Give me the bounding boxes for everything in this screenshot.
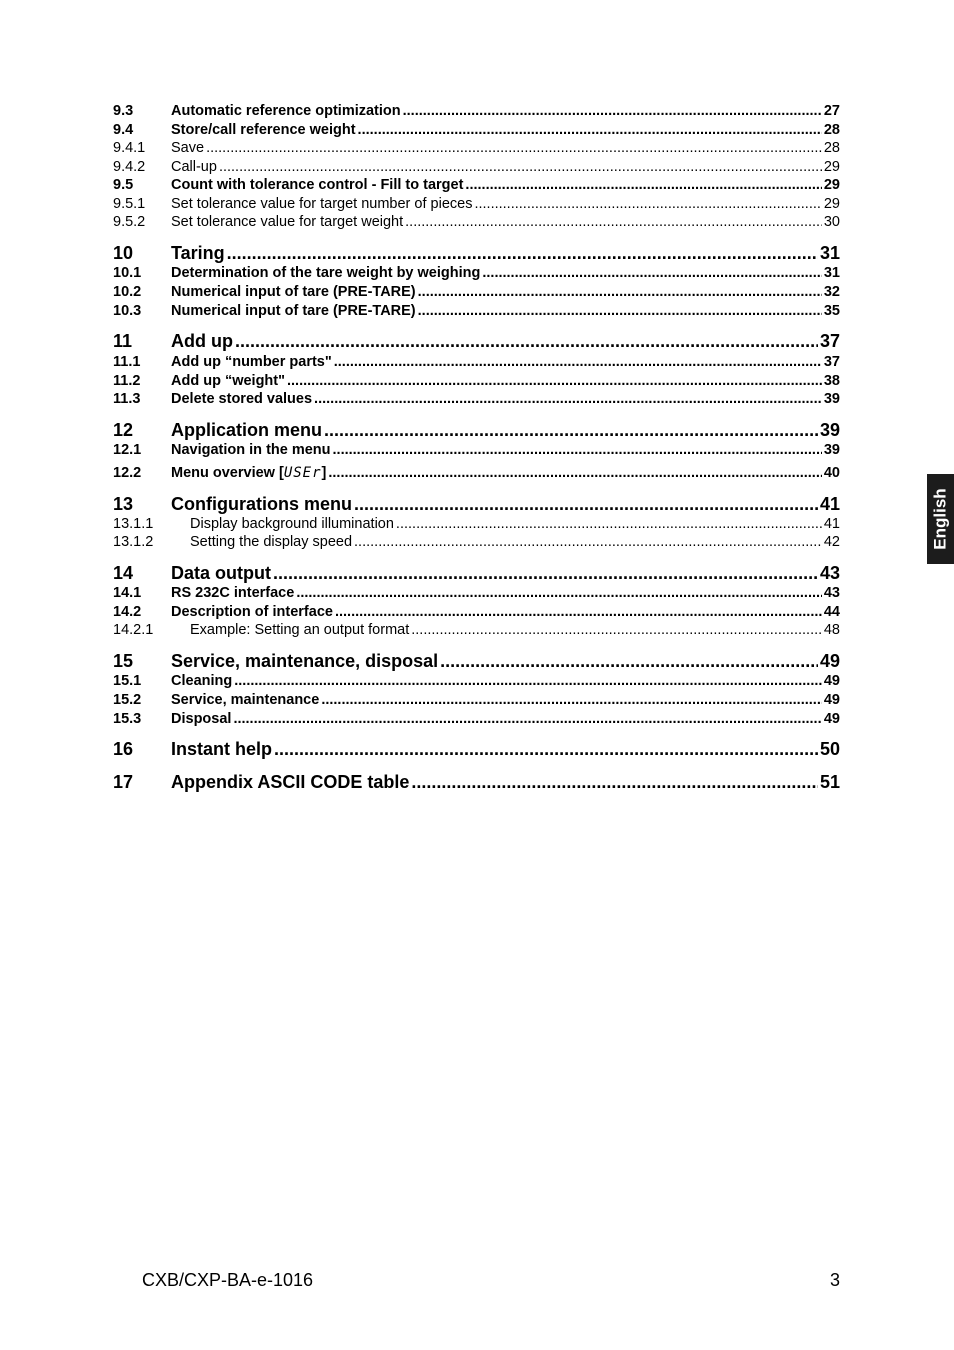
toc-number: 15.2 bbox=[113, 692, 142, 708]
toc-title: Automatic reference optimization bbox=[171, 103, 401, 119]
toc-title: Cleaning bbox=[171, 673, 233, 689]
dot-leader bbox=[482, 264, 822, 282]
toc-title: Determination of the tare weight by weighing bbox=[171, 265, 481, 281]
toc-number: 9.5 bbox=[113, 177, 134, 193]
toc-title: Service, maintenance bbox=[171, 692, 320, 708]
toc-title: Data output bbox=[171, 563, 271, 583]
toc-entry bbox=[171, 353, 840, 371]
toc-page: 29 bbox=[823, 196, 840, 212]
toc-title: Taring bbox=[171, 243, 225, 263]
toc-number: 9.3 bbox=[113, 103, 134, 119]
toc-entry bbox=[171, 264, 840, 282]
toc-number: 13 bbox=[113, 494, 134, 514]
dot-leader bbox=[418, 302, 822, 320]
toc-number: 16 bbox=[113, 739, 134, 759]
toc-number: 15 bbox=[113, 651, 134, 671]
dot-leader bbox=[440, 651, 818, 671]
toc-entry bbox=[171, 243, 840, 263]
toc-entry bbox=[171, 494, 840, 514]
toc-page: 49 bbox=[819, 651, 840, 671]
language-tab-label: English bbox=[930, 488, 950, 550]
toc-page: 39 bbox=[823, 442, 840, 458]
toc-title: RS 232C interface bbox=[171, 585, 295, 601]
toc-page: 37 bbox=[823, 354, 840, 370]
toc-title: Description of interface bbox=[171, 604, 333, 620]
toc-number: 17 bbox=[113, 772, 134, 792]
toc-entry bbox=[171, 691, 840, 709]
dot-leader bbox=[296, 584, 822, 602]
toc-row-12-1[interactable] bbox=[0, 441, 954, 459]
toc-page: 37 bbox=[819, 331, 840, 351]
toc-title: Set tolerance value for target weight bbox=[171, 214, 404, 230]
toc-page: 42 bbox=[823, 534, 840, 550]
toc-row-12-2[interactable] bbox=[0, 464, 954, 482]
dot-leader bbox=[234, 672, 822, 690]
toc-page: 49 bbox=[823, 711, 840, 727]
toc-entry bbox=[171, 603, 840, 621]
toc-number: 9.4.2 bbox=[113, 159, 146, 175]
toc-title: Numerical input of tare (PRE-TARE) bbox=[171, 284, 416, 300]
toc-number: 10.3 bbox=[113, 303, 142, 319]
dot-leader bbox=[418, 283, 822, 301]
toc-number: 9.5.2 bbox=[113, 214, 146, 230]
toc-entry bbox=[171, 563, 840, 583]
toc-entry bbox=[171, 331, 840, 351]
toc-title: Appendix ASCII CODE table bbox=[171, 772, 410, 792]
toc-number: 9.4 bbox=[113, 122, 134, 138]
toc-page: 28 bbox=[823, 122, 840, 138]
dot-leader bbox=[403, 102, 822, 120]
dot-leader bbox=[206, 139, 822, 157]
toc-entry bbox=[171, 139, 840, 157]
dot-leader bbox=[474, 195, 821, 213]
toc-row-9-5[interactable] bbox=[0, 176, 954, 194]
toc-page: 29 bbox=[823, 159, 840, 175]
dot-leader bbox=[235, 331, 818, 351]
toc-number: 12 bbox=[113, 420, 134, 440]
toc-page: 38 bbox=[823, 373, 840, 389]
footer-document-code: CXB/CXP-BA-e-1016 bbox=[142, 1270, 314, 1290]
dot-leader bbox=[411, 621, 822, 639]
dot-leader bbox=[396, 515, 822, 533]
toc-page: 29 bbox=[823, 177, 840, 193]
toc-title: Configurations menu bbox=[171, 494, 352, 514]
toc-entry bbox=[171, 302, 840, 320]
toc-page: 30 bbox=[823, 214, 840, 230]
toc-title: Application menu bbox=[171, 420, 323, 440]
toc-page: 35 bbox=[823, 303, 840, 319]
dot-leader bbox=[405, 213, 822, 231]
dot-leader bbox=[274, 739, 818, 759]
toc-number: 13.1.2 bbox=[113, 534, 154, 550]
toc-entry bbox=[171, 651, 840, 671]
toc-title: Delete stored values bbox=[171, 391, 313, 407]
toc-page: 44 bbox=[823, 604, 840, 620]
toc-row-9-4-1[interactable] bbox=[0, 139, 954, 157]
toc-number: 12.1 bbox=[113, 442, 142, 458]
toc-entry bbox=[190, 621, 840, 639]
toc-row-15-3[interactable] bbox=[0, 710, 954, 728]
toc-entry bbox=[171, 464, 840, 482]
toc-number: 9.4.1 bbox=[113, 140, 146, 156]
toc-row-16[interactable] bbox=[0, 739, 954, 759]
toc-entry bbox=[171, 420, 840, 440]
toc-row-11-2[interactable] bbox=[0, 372, 954, 390]
dot-leader bbox=[219, 158, 822, 176]
toc-page: 39 bbox=[819, 420, 840, 440]
toc-entry bbox=[190, 515, 840, 533]
lcd-menu-code: USEr bbox=[283, 465, 322, 481]
toc-page: 50 bbox=[819, 739, 840, 759]
toc-title: Save bbox=[171, 140, 205, 156]
toc-entry bbox=[171, 176, 840, 194]
toc-page: 43 bbox=[819, 563, 840, 583]
toc-row-14-2[interactable] bbox=[0, 603, 954, 621]
dot-leader bbox=[324, 420, 818, 440]
toc-title: Count with tolerance control - Fill to target bbox=[171, 177, 464, 193]
dot-leader bbox=[287, 372, 822, 390]
toc-entry bbox=[171, 195, 840, 213]
toc-row-14-1[interactable] bbox=[0, 584, 954, 602]
toc-number: 10 bbox=[113, 243, 134, 263]
toc-number: 11.2 bbox=[113, 373, 141, 389]
toc-number: 11.3 bbox=[113, 391, 141, 407]
toc-number: 10.1 bbox=[113, 265, 142, 281]
toc-number: 11.1 bbox=[113, 354, 141, 370]
toc-number: 12.2 bbox=[113, 465, 142, 481]
toc-row-9-5-1[interactable] bbox=[0, 195, 954, 213]
toc-entry bbox=[171, 441, 840, 459]
toc-row-9-4-2[interactable] bbox=[0, 158, 954, 176]
toc-number: 15.1 bbox=[113, 673, 142, 689]
toc-row-14[interactable] bbox=[0, 563, 954, 583]
toc-page: 31 bbox=[819, 243, 840, 263]
toc-entry bbox=[171, 739, 840, 759]
toc-entry bbox=[171, 672, 840, 690]
toc-entry bbox=[171, 372, 840, 390]
dot-leader bbox=[335, 603, 822, 621]
toc-title: Setting the display speed bbox=[190, 534, 353, 550]
toc-title: Display background illumination bbox=[190, 516, 394, 532]
toc-page: 40 bbox=[823, 465, 840, 481]
footer-page-number: 3 bbox=[829, 1270, 840, 1290]
toc-row-14-2-1[interactable] bbox=[0, 621, 954, 639]
toc-row-15[interactable] bbox=[0, 651, 954, 671]
toc-title: Service, maintenance, disposal bbox=[171, 651, 439, 671]
toc-entry bbox=[171, 102, 840, 120]
toc-entry bbox=[171, 283, 840, 301]
toc-row-13-1-2[interactable] bbox=[0, 533, 954, 551]
toc-row-17[interactable] bbox=[0, 772, 954, 792]
dot-leader bbox=[334, 353, 822, 371]
toc-title-bracket: ] bbox=[321, 465, 327, 481]
toc-title: Disposal bbox=[171, 711, 232, 727]
dot-leader bbox=[358, 121, 822, 139]
toc-row-9-3[interactable] bbox=[0, 102, 954, 120]
toc-title bbox=[171, 464, 326, 482]
toc-page: 43 bbox=[823, 585, 840, 601]
dot-leader bbox=[314, 390, 822, 408]
toc-title: Navigation in the menu bbox=[171, 442, 331, 458]
toc-title: Numerical input of tare (PRE-TARE) bbox=[171, 303, 416, 319]
toc-entry bbox=[171, 584, 840, 602]
toc-row-10-3[interactable] bbox=[0, 302, 954, 320]
toc-page: 41 bbox=[819, 494, 840, 514]
toc-row-15-1[interactable] bbox=[0, 672, 954, 690]
toc-title: Instant help bbox=[171, 739, 273, 759]
toc-title: Store/call reference weight bbox=[171, 122, 356, 138]
toc-row-10-1[interactable] bbox=[0, 264, 954, 282]
toc-entry bbox=[171, 772, 840, 792]
dot-leader bbox=[354, 494, 818, 514]
toc-page: 28 bbox=[823, 140, 840, 156]
dot-leader bbox=[321, 691, 822, 709]
toc-title: Add up “number parts" bbox=[171, 354, 332, 370]
toc-row-13[interactable] bbox=[0, 494, 954, 514]
toc-title: Add up bbox=[171, 331, 233, 351]
toc-page: 27 bbox=[823, 103, 840, 119]
toc-number: 15.3 bbox=[113, 711, 142, 727]
toc-entry bbox=[190, 533, 840, 551]
toc-number: 13.1.1 bbox=[113, 516, 154, 532]
toc-row-10[interactable] bbox=[0, 243, 954, 263]
toc-page: 32 bbox=[823, 284, 840, 300]
toc-row-15-2[interactable] bbox=[0, 691, 954, 709]
toc-row-9-4[interactable] bbox=[0, 121, 954, 139]
toc-row-13-1-1[interactable] bbox=[0, 515, 954, 533]
dot-leader bbox=[273, 563, 818, 583]
toc-number: 14.1 bbox=[113, 585, 142, 601]
toc-title: Set tolerance value for target number of pieces bbox=[171, 196, 473, 212]
toc-entry bbox=[171, 213, 840, 231]
toc-row-11[interactable] bbox=[0, 331, 954, 351]
toc-title-text: Menu overview [ bbox=[171, 465, 284, 481]
toc-page: 51 bbox=[819, 772, 840, 792]
dot-leader bbox=[354, 533, 822, 551]
dot-leader bbox=[465, 176, 821, 194]
toc-number: 11 bbox=[113, 331, 133, 351]
toc-entry bbox=[171, 121, 840, 139]
toc-number: 10.2 bbox=[113, 284, 142, 300]
dot-leader bbox=[328, 464, 821, 482]
toc-title: Call-up bbox=[171, 159, 217, 175]
toc-page: 48 bbox=[823, 622, 840, 638]
toc-page: 31 bbox=[823, 265, 840, 281]
dot-leader bbox=[233, 710, 821, 728]
toc-entry bbox=[171, 390, 840, 408]
toc-row-11-1[interactable] bbox=[0, 353, 954, 371]
toc-number: 14 bbox=[113, 563, 134, 583]
toc-row-9-5-2[interactable] bbox=[0, 213, 954, 231]
toc-entry bbox=[171, 158, 840, 176]
toc-number: 9.5.1 bbox=[113, 196, 146, 212]
dot-leader bbox=[411, 772, 818, 792]
toc-row-11-3[interactable] bbox=[0, 390, 954, 408]
toc-row-10-2[interactable] bbox=[0, 283, 954, 301]
toc-page: 49 bbox=[823, 692, 840, 708]
toc-title: Add up “weight" bbox=[171, 373, 285, 389]
toc-page: 39 bbox=[823, 391, 840, 407]
toc-number: 14.2.1 bbox=[113, 622, 154, 638]
toc-title: Example: Setting an output format bbox=[190, 622, 410, 638]
language-tab bbox=[927, 474, 954, 564]
toc-row-12[interactable] bbox=[0, 420, 954, 440]
toc-page: 49 bbox=[823, 673, 840, 689]
dot-leader bbox=[227, 243, 818, 263]
toc-entry bbox=[171, 710, 840, 728]
toc-number: 14.2 bbox=[113, 604, 142, 620]
dot-leader bbox=[333, 441, 822, 459]
toc-page: 41 bbox=[823, 516, 840, 532]
